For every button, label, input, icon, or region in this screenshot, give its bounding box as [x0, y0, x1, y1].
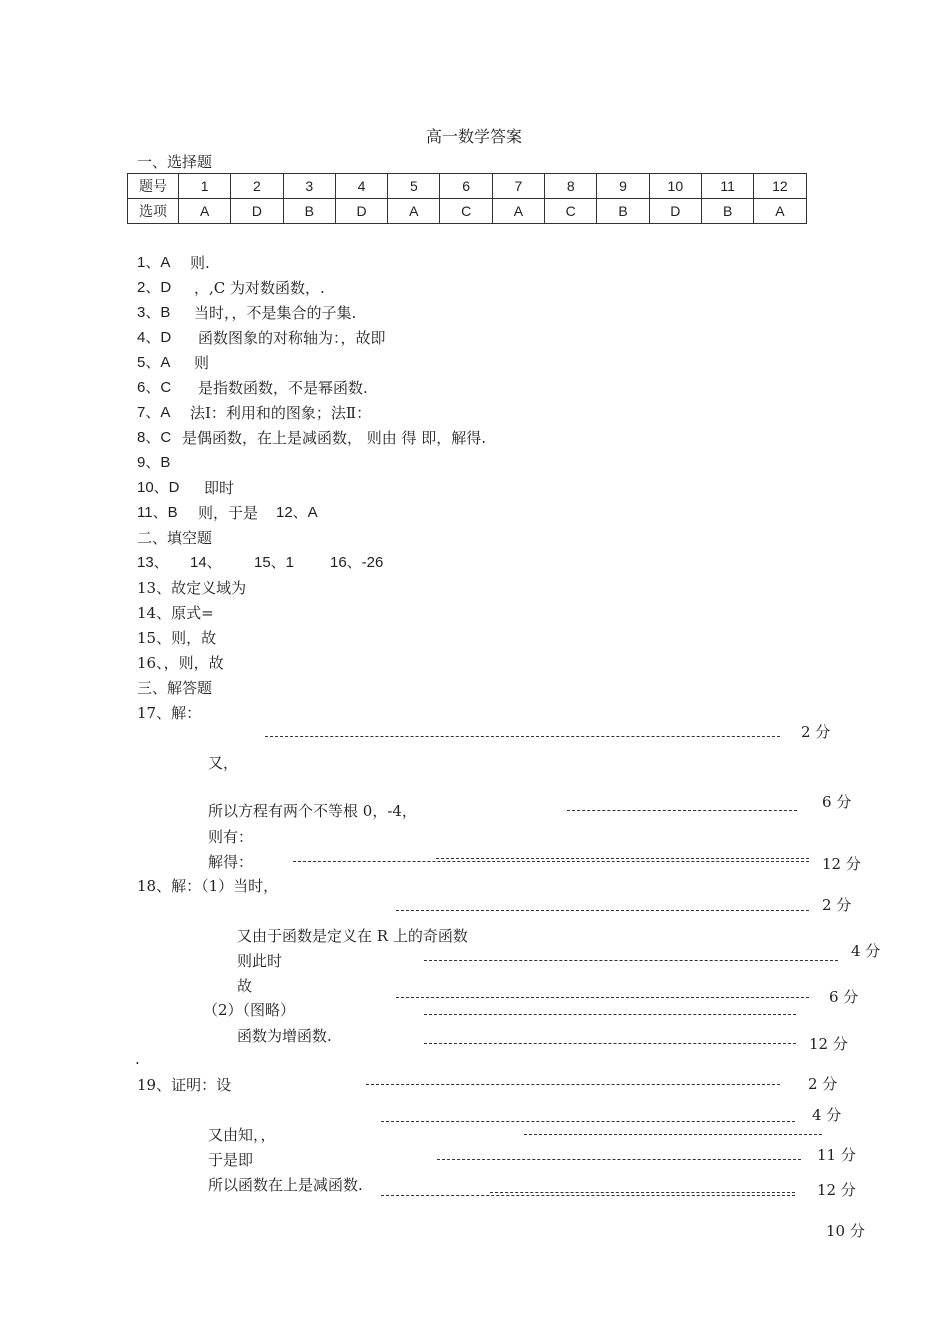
q17-heading: 17、解： — [137, 704, 202, 722]
score-label: 12 分 — [822, 855, 861, 873]
dashed-leader — [567, 810, 797, 811]
dashed-leader — [366, 1084, 780, 1085]
score-label: 6 分 — [829, 988, 859, 1006]
table-row-label: 选项 — [128, 199, 179, 224]
table-cell: 7 — [492, 174, 544, 199]
answer-item-text: ，,C 为对数函数，. — [194, 279, 325, 297]
answer-item-text: 法Ⅰ：利用和的图象；法Ⅱ： — [190, 404, 372, 422]
answer-item-text: 是指数函数，不是幂函数. — [198, 379, 368, 397]
table-cell: 1 — [179, 174, 231, 199]
solution-line: 所以函数在上是减函数. — [208, 1176, 363, 1194]
score-label: 11 分 — [817, 1146, 856, 1164]
table-cell: 2 — [231, 174, 283, 199]
table-cell: 5 — [388, 174, 440, 199]
answer-item-number: 3、B — [137, 304, 171, 321]
solution-line: 故 — [237, 977, 253, 995]
table-cell: 8 — [545, 174, 597, 199]
dashed-leader — [396, 910, 809, 911]
page-title: 高一数学答案 — [426, 127, 523, 146]
fill-explanation: 14、原式= — [137, 604, 214, 622]
solution-line: （2）（图略） — [203, 1001, 296, 1019]
fill-explanation: 16、，则，故 — [137, 654, 224, 672]
dashed-leader — [490, 1192, 795, 1193]
score-label: 4 分 — [812, 1106, 842, 1124]
dashed-leader — [265, 736, 780, 737]
solution-line: 则有： — [208, 828, 254, 846]
q19-heading: 19、证明：设 — [137, 1076, 232, 1094]
stray-dot: . — [135, 1050, 140, 1068]
table-row-label: 题号 — [128, 174, 179, 199]
answer-item-number: 9、B — [137, 454, 171, 471]
answer-item-text: 当时，，不是集合的子集. — [194, 304, 357, 322]
table-cell: B — [701, 199, 753, 224]
score-label: 2 分 — [801, 723, 831, 741]
answer-item-number: 4、D — [137, 329, 172, 346]
solution-line: 又， — [208, 754, 239, 772]
dashed-leader — [437, 1159, 801, 1160]
dashed-leader — [396, 997, 809, 998]
score-label: 2 分 — [808, 1075, 838, 1093]
answer-item-number: 5、A — [137, 354, 171, 371]
fill-explanation: 15、则，故 — [137, 629, 217, 647]
table-cell: 6 — [440, 174, 492, 199]
solution-line: 又由于函数是定义在 R 上的奇函数 — [237, 927, 468, 945]
dashed-leader — [524, 1134, 822, 1135]
table-cell: D — [649, 199, 701, 224]
answer-item-text: 则，于是 — [198, 504, 259, 522]
answer-item-text: 则. — [190, 254, 210, 272]
score-label: 12 分 — [809, 1035, 848, 1053]
dashed-leader — [436, 858, 809, 859]
answer-table — [127, 173, 807, 224]
fill-explanation: 13、故定义域为 — [137, 579, 247, 597]
solution-line: 所以方程有两个不等根 0，-4， — [208, 802, 417, 820]
answer-item-number: 12、A — [276, 504, 318, 521]
score-label: 6 分 — [822, 793, 852, 811]
table-cell: A — [754, 199, 806, 224]
score-label: 2 分 — [822, 896, 852, 914]
table-cell: A — [179, 199, 231, 224]
score-label: 4 分 — [851, 942, 881, 960]
dashed-leader — [424, 1043, 796, 1044]
answer-item-text: 即时 — [204, 479, 235, 497]
answer-item-number: 6、C — [137, 379, 172, 396]
fill-answer: 14、 — [190, 554, 222, 571]
dashed-leader — [381, 1121, 795, 1122]
table-cell: 3 — [283, 174, 335, 199]
fill-answer: 13、 — [137, 554, 169, 571]
section-heading: 一、选择题 — [137, 153, 213, 171]
q18-heading: 18、解：（1）当时， — [137, 877, 279, 895]
answer-item-number: 2、D — [137, 279, 172, 296]
dashed-leader — [424, 960, 838, 961]
table-cell: 10 — [649, 174, 701, 199]
table-cell: 11 — [701, 174, 753, 199]
table-row — [128, 174, 807, 199]
score-label: 10 分 — [826, 1222, 865, 1240]
table-cell: A — [492, 199, 544, 224]
table-cell: B — [283, 199, 335, 224]
solution-line: 函数为增函数. — [237, 1027, 332, 1045]
answer-item-text: 是偶函数，在上是减函数， 则由 得 即，解得. — [182, 429, 487, 447]
dashed-leader — [293, 861, 809, 862]
dashed-leader — [381, 1195, 795, 1196]
table-cell: D — [231, 199, 283, 224]
section-heading: 二、填空题 — [137, 529, 213, 547]
table-cell: 4 — [335, 174, 387, 199]
answer-item-text: 则 — [194, 354, 210, 372]
table-cell: D — [335, 199, 387, 224]
answer-item-number: 11、B — [137, 504, 178, 521]
fill-answer: 15、1 — [254, 554, 295, 571]
solution-line: 于是即 — [208, 1151, 254, 1169]
fill-answer: 16、-26 — [330, 554, 384, 571]
answer-item-number: 7、A — [137, 404, 171, 421]
solution-line: 又由知，， — [208, 1126, 276, 1144]
table-cell: 12 — [754, 174, 806, 199]
table-cell: C — [440, 199, 492, 224]
solution-line: 则此时 — [237, 952, 283, 970]
table-cell: A — [388, 199, 440, 224]
table-cell: C — [545, 199, 597, 224]
answer-item-number: 1、A — [137, 254, 171, 271]
score-label: 12 分 — [817, 1181, 856, 1199]
table-cell: 9 — [597, 174, 649, 199]
dashed-leader — [424, 1014, 796, 1015]
table-row — [128, 199, 807, 224]
answer-item-text: 函数图象的对称轴为：，故即 — [198, 329, 386, 347]
table-cell: B — [597, 199, 649, 224]
answer-item-number: 10、D — [137, 479, 180, 496]
section-heading: 三、解答题 — [137, 679, 213, 697]
solution-line: 解得： — [208, 853, 254, 871]
answer-item-number: 8、C — [137, 429, 172, 446]
